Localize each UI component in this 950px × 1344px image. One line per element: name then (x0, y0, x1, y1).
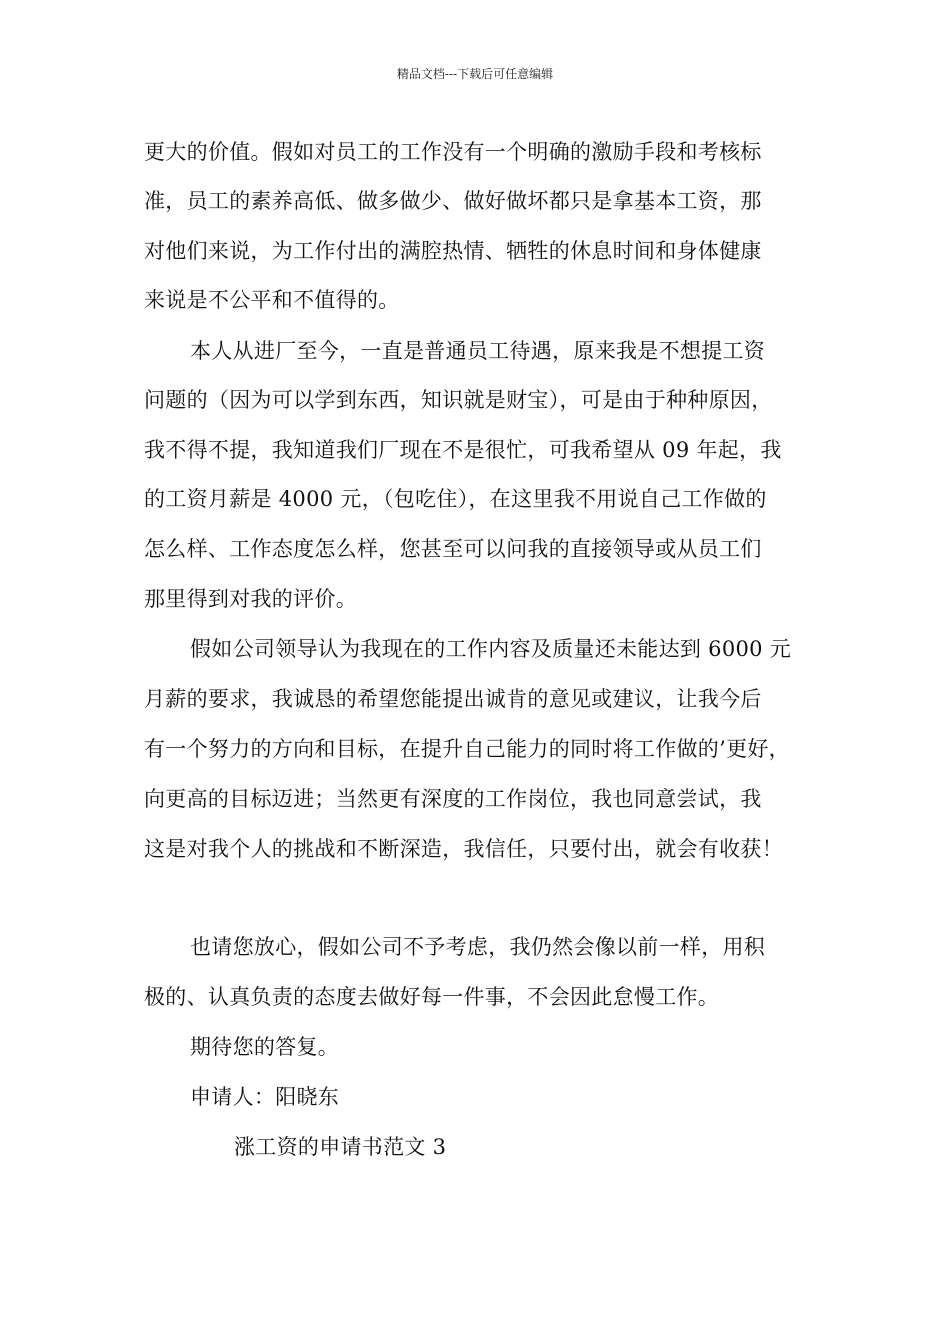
section-title: 涨工资的申请书范文 3 (234, 1135, 447, 1159)
paragraph-line: 这是对我个人的挑战和不断深造，我信任，只要付出，就会有收获！ (144, 837, 783, 861)
paragraph-line: 更大的价值。假如对员工的工作没有一个明确的激励手段和考核标 (144, 140, 762, 164)
paragraph-line: 本人从进厂至今，一直是普通员工待遇，原来我是不想提工资 (190, 339, 766, 363)
paragraph-line: 怎么样、工作态度怎么样，您甚至可以问我的直接领导或从员工们 (144, 537, 762, 561)
paragraph-line: 我不得不提，我知道我们厂现在不是很忙，可我希望从 09 年起，我 (144, 438, 782, 462)
paragraph-line: 极的、认真负责的态度去做好每一件事，不会因此怠慢工作。 (144, 985, 720, 1009)
paragraph-line: 有一个努力的方向和目标，在提升自己能力的同时将工作做的’更好， (144, 737, 790, 761)
paragraph-line: 来说是不公平和不值得的。 (144, 288, 400, 312)
paragraph-line: 月薪的要求，我诚恳的希望您能提出诚肯的意见或建议，让我今后 (144, 687, 762, 711)
paragraph-line: 准，员工的素养高低、做多做少、做好做坏都只是拿基本工资，那 (144, 189, 762, 213)
page-header: 精品文档---下载后可任意编辑 (396, 67, 554, 81)
paragraph-line: 那里得到对我的评价。 (144, 587, 357, 611)
paragraph-line: 假如公司领导认为我现在的工作内容及质量还未能达到 6000 元 (190, 637, 792, 661)
paragraph-line: 也请您放心，假如公司不予考虑，我仍然会像以前一样，用积 (190, 935, 766, 959)
paragraph-line: 的工资月薪是 4000 元，（包吃住），在这里我不用说自己工作做的 (144, 487, 767, 511)
paragraph-line: 问题的（因为可以学到东西，知识就是财宝），可是由于种种原因， (144, 388, 773, 412)
applicant-line: 申请人：阳晓东 (190, 1085, 340, 1109)
paragraph-line: 向更高的目标迈进；当然更有深度的工作岗位，我也同意尝试，我 (144, 787, 762, 811)
closing-line: 期待您的答复。 (190, 1035, 340, 1059)
paragraph-line: 对他们来说，为工作付出的满腔热情、牺牲的休息时间和身体健康 (144, 239, 762, 263)
